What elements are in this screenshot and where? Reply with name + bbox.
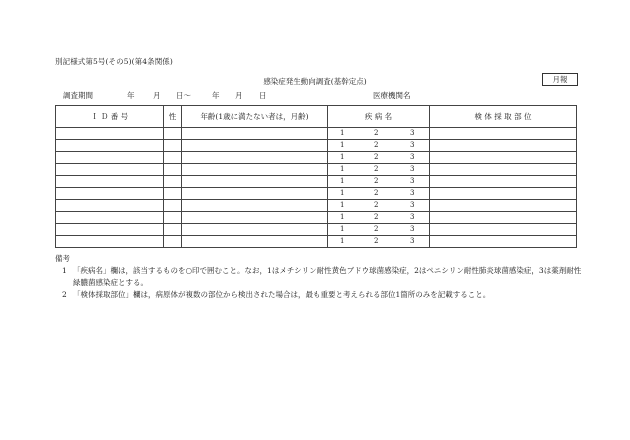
table-row [56,128,577,140]
cell-sex[interactable] [164,140,182,152]
form-label: 別記様式第5号(その5)(第4条関係) [55,57,173,66]
cell-sex[interactable] [164,224,182,236]
cell-id[interactable] [56,236,164,248]
page-title: 感染症発生動向調査(基幹定点) [263,77,367,86]
disease-option[interactable]: 1 [340,165,345,173]
cell-disease[interactable] [328,140,430,152]
cell-age[interactable] [182,176,328,188]
note-text: 「検体採取部位」欄は，病原体が複数の部位から検出された場合は，最も重要と考えられる部位1箇所のみを記載すること。 [73,290,491,299]
cell-disease[interactable] [328,128,430,140]
cell-id[interactable] [56,188,164,200]
col-header-id: Ｉ Ｄ 番 号 [56,106,164,128]
note-number: 2 [62,290,67,299]
cell-specimen[interactable] [430,152,577,164]
cell-disease[interactable] [328,188,430,200]
survey-period-day-start: 日～ [176,91,191,100]
survey-period-year-end: 年 [212,91,220,100]
cell-specimen[interactable] [430,200,577,212]
disease-option[interactable]: 1 [340,141,345,149]
col-header-sex: 性 [164,106,182,128]
disease-option[interactable]: 1 [340,153,345,161]
survey-period-month: 月 [153,91,161,100]
table-row [56,152,577,164]
cell-id[interactable] [56,212,164,224]
survey-period-day-end: 日 [259,91,267,100]
cell-sex[interactable] [164,212,182,224]
cell-age[interactable] [182,200,328,212]
cell-sex[interactable] [164,236,182,248]
disease-option[interactable]: 2 [374,153,379,161]
disease-option[interactable]: 3 [410,165,415,173]
disease-option[interactable]: 1 [340,189,345,197]
col-header-specimen: 検 体 採 取 部 位 [430,106,577,128]
cell-disease[interactable] [328,152,430,164]
disease-option[interactable]: 2 [374,237,379,245]
report-table [55,105,577,248]
cell-age[interactable] [182,128,328,140]
cell-age[interactable] [182,152,328,164]
survey-period-month-end: 月 [235,91,243,100]
cell-id[interactable] [56,224,164,236]
cell-specimen[interactable] [430,236,577,248]
cell-age[interactable] [182,164,328,176]
cell-disease[interactable] [328,176,430,188]
note-item [55,289,585,301]
disease-option[interactable]: 3 [410,189,415,197]
notes-heading: 備考 [55,254,70,263]
notes-section [55,253,585,301]
survey-period-year: 年 [127,91,135,100]
cell-specimen[interactable] [430,140,577,152]
cell-age[interactable] [182,224,328,236]
table-row [56,188,577,200]
cell-disease[interactable] [328,164,430,176]
note-text: 「疾病名」欄は，該当するものを○印で囲むこと。なお，1はメチシリン耐性黄色ブドウ球菌感染症，2はペニシリン耐性肺炎球菌感染症，3は薬剤耐性緑膿菌感染症とする。 [73,266,582,287]
table-row [56,224,577,236]
disease-option[interactable]: 3 [410,129,415,137]
cell-id[interactable] [56,152,164,164]
note-number: 1 [62,266,67,275]
disease-option[interactable]: 1 [340,201,345,209]
cell-disease[interactable] [328,236,430,248]
disease-option[interactable]: 3 [410,141,415,149]
cell-sex[interactable] [164,200,182,212]
cell-id[interactable] [56,164,164,176]
disease-option[interactable]: 2 [374,225,379,233]
cell-id[interactable] [56,176,164,188]
disease-option[interactable]: 2 [374,129,379,137]
cell-id[interactable] [56,200,164,212]
cell-specimen[interactable] [430,176,577,188]
disease-option[interactable]: 2 [374,177,379,185]
col-header-age: 年齢(1歳に満たない者は，月齢) [182,106,328,128]
cell-specimen[interactable] [430,164,577,176]
table-row [56,212,577,224]
col-header-disease: 疾 病 名 [328,106,430,128]
table-row [56,200,577,212]
cell-disease[interactable] [328,200,430,212]
table-row [56,164,577,176]
cell-sex[interactable] [164,128,182,140]
table-row [56,236,577,248]
table-row [56,176,577,188]
disease-option[interactable]: 3 [410,237,415,245]
cell-specimen[interactable] [430,224,577,236]
table-row [56,140,577,152]
cell-specimen[interactable] [430,128,577,140]
disease-option[interactable]: 1 [340,213,345,221]
disease-option[interactable]: 3 [410,213,415,221]
cell-specimen[interactable] [430,212,577,224]
disease-option[interactable]: 1 [340,225,345,233]
disease-option[interactable]: 1 [340,237,345,245]
disease-option[interactable]: 3 [410,225,415,233]
disease-option[interactable]: 3 [410,153,415,161]
cell-sex[interactable] [164,164,182,176]
cell-disease[interactable] [328,224,430,236]
cell-id[interactable] [56,128,164,140]
disease-option[interactable]: 2 [374,141,379,149]
cell-disease[interactable] [328,212,430,224]
report-type-badge: 月報 [542,73,578,86]
disease-option[interactable]: 3 [410,201,415,209]
cell-age[interactable] [182,236,328,248]
note-item [55,265,585,289]
disease-option[interactable]: 1 [340,177,345,185]
disease-option[interactable]: 1 [340,129,345,137]
disease-option[interactable]: 2 [374,189,379,197]
disease-option[interactable]: 2 [374,165,379,173]
disease-option[interactable]: 2 [374,213,379,221]
cell-sex[interactable] [164,176,182,188]
table-header-row [56,106,577,128]
cell-age[interactable] [182,140,328,152]
disease-option[interactable]: 3 [410,177,415,185]
cell-id[interactable] [56,140,164,152]
cell-specimen[interactable] [430,188,577,200]
institution-label: 医療機関名 [373,91,411,100]
disease-option[interactable]: 2 [374,201,379,209]
cell-age[interactable] [182,188,328,200]
survey-period-label: 調査期間 [63,91,93,100]
cell-sex[interactable] [164,188,182,200]
cell-age[interactable] [182,212,328,224]
cell-sex[interactable] [164,152,182,164]
